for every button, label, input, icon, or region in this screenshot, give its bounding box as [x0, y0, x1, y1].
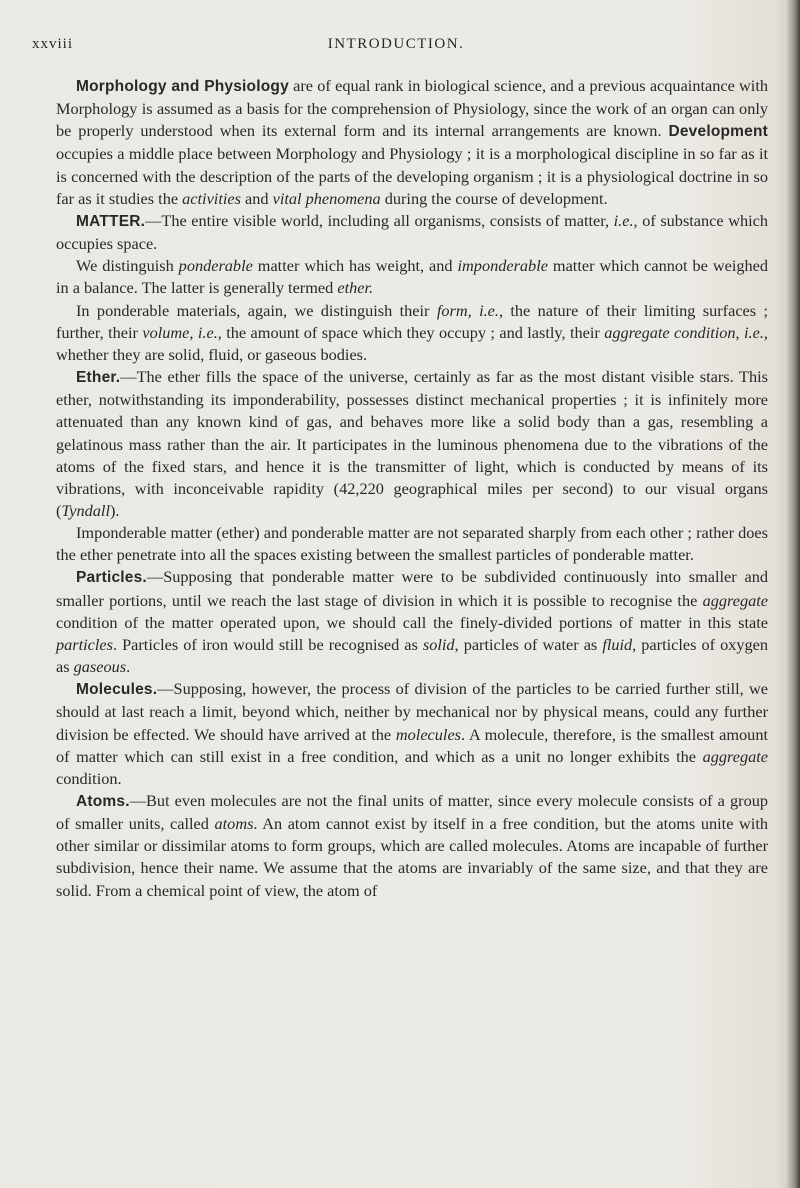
section-heading: Atoms. [76, 793, 130, 810]
italic-term: volume [142, 322, 190, 342]
italic-term: molecules [395, 724, 462, 744]
italic-term: particles [56, 634, 113, 654]
page-number: xxviii [32, 36, 74, 52]
italic-term: imponderable [457, 256, 548, 276]
section-heading: Ether. [76, 369, 121, 387]
paragraph [56, 255, 768, 299]
italic-term: aggregate [702, 746, 768, 766]
italic-term: activities [182, 188, 241, 208]
italic-term: atoms [214, 814, 254, 834]
text-run: —The entire visible world, including all organisms, consists of matter, [145, 210, 614, 230]
italic-term: vital phenomena [272, 188, 381, 208]
paragraph [56, 366, 768, 522]
text-run: and [240, 188, 273, 208]
text-run: matter which has weight, and [252, 256, 458, 276]
section-heading: Molecules. [76, 681, 158, 699]
text-run: , whether they are solid, fluid, or gaseous bodies. [56, 322, 768, 364]
text-run: In ponderable materials, again, we distinguish their [76, 300, 437, 320]
text-run: , the amount of space which they occupy ; and lastly, their [217, 322, 605, 342]
paragraph [56, 790, 768, 902]
italic-term: aggregate [702, 590, 768, 610]
text-run: matter which cannot be weighed in a balance. The latter is generally termed [56, 256, 769, 298]
paragraph [56, 522, 768, 566]
paragraph [56, 75, 768, 210]
text-run: occupies a middle place between Morphology and Physiology ; it is a morphological discipline in so far as it is concerned with the description of the parts of the developing organism ; it is a physiological doctrine in so far as it studies the [56, 144, 768, 208]
text-run: , [189, 322, 198, 342]
italic-term: i.e. [197, 322, 218, 342]
text-run: ). [109, 500, 120, 520]
text-run: condition of the matter operated upon, we should call the finely-divided portions of matter in this state [56, 612, 768, 632]
paragraph [56, 566, 768, 678]
italic-term: ponderable [178, 256, 253, 276]
text-run: condition. [56, 768, 122, 788]
text-run: , particles of oxygen as [56, 634, 769, 677]
text-run: are of equal rank in biological science, and a previous acquaintance with Morphology is assumed as a basis for the comprehension of Physiology, since the work of an organ can only be properly understood when its external form and its internal arrangements are known. [56, 76, 768, 141]
text-run: . An atom cannot exist by itself in a free condition, but the atoms unite with other similar or dissimilar atoms to form groups, which are called molecules. Atoms are incapable of further subdivision, hence their name. We assume that the atoms are invariably of the same size, and that they are solid. From a chemical point of view, the atom of [56, 814, 768, 900]
text-run: during the course of development. [380, 188, 608, 208]
text-run: —The ether fills the space of the universe, certainly as far as the most distant visible stars. This ether, notwithstanding its imponderability, possesses distinct mechanical properties ; it is infinitely more attenuated than any known kind of gas, and behaves more like a solid body than a gas, resembling a gelatinous mass rather than the air. It participates in the luminous phenomena due to the vibrations of the atoms of the fixed stars, and hence it is the transmitter of light, which is conducted by means of its vibrations, with inconceivable rapidity (42,220 geographical miles per second) to our visual organs ( [56, 367, 768, 520]
section-heading: Morphology and Physiology [76, 78, 289, 95]
text-run: . Particles of iron would still be recognised as [112, 634, 423, 654]
text-run: —Supposing, however, the process of division of the particles to be carried further still, we should at last reach a limit, beyond which, neither by mechanical nor by physical means, could any further division be effected. We should have arrived at the [56, 679, 768, 744]
text-run: , the nature of their limiting surfaces ; further, their [56, 300, 769, 342]
text-run: , particles of water as [454, 634, 603, 654]
italic-term: gaseous [73, 657, 127, 677]
italic-term: i.e. [479, 300, 499, 320]
paragraph [56, 678, 768, 790]
text-run: . [126, 657, 131, 677]
italic-term: i.e. [744, 322, 764, 342]
italic-term: fluid [602, 634, 633, 654]
text-run: We distinguish [76, 256, 179, 276]
running-head: INTRODUCTION. [327, 36, 465, 52]
italic-term: form [436, 300, 468, 320]
section-heading: MATTER. [76, 212, 146, 230]
page-edge-shadow [786, 0, 800, 1188]
text-run: , of substance which occupies space. [56, 210, 768, 254]
italic-term: i.e. [613, 210, 634, 230]
text-run: —Supposing that ponderable matter were to be subdivided continuously into smaller and smaller portions, until we reach the last stage of division in which it is possible to recognise the [56, 567, 768, 610]
text-run: , [735, 322, 745, 342]
italic-term: aggregate condition [604, 322, 736, 342]
page-header [32, 36, 760, 60]
text-run: , [467, 300, 480, 320]
paragraph [56, 210, 768, 255]
section-heading: Particles. [76, 569, 147, 587]
text-run: Imponderable matter (ether) and ponderable matter are not separated sharply from each other ; rather does the ether penetrate into all the spaces existing between the smallest particles of ponderable matter. [56, 523, 768, 565]
bold-term: Development [668, 123, 768, 141]
italic-term: ether. [337, 278, 374, 298]
body-text [56, 75, 768, 902]
italic-term: solid [422, 634, 455, 654]
text-run: . A molecule, therefore, is the smallest amount of matter which can still exist in a free condition, and which as a unit no longer exhibits the [56, 724, 768, 766]
italic-term: Tyndall [61, 500, 110, 520]
paragraph [56, 300, 768, 366]
text-run: —But even molecules are not the final units of matter, since every molecule consists of a group of smaller units, called [56, 791, 768, 834]
